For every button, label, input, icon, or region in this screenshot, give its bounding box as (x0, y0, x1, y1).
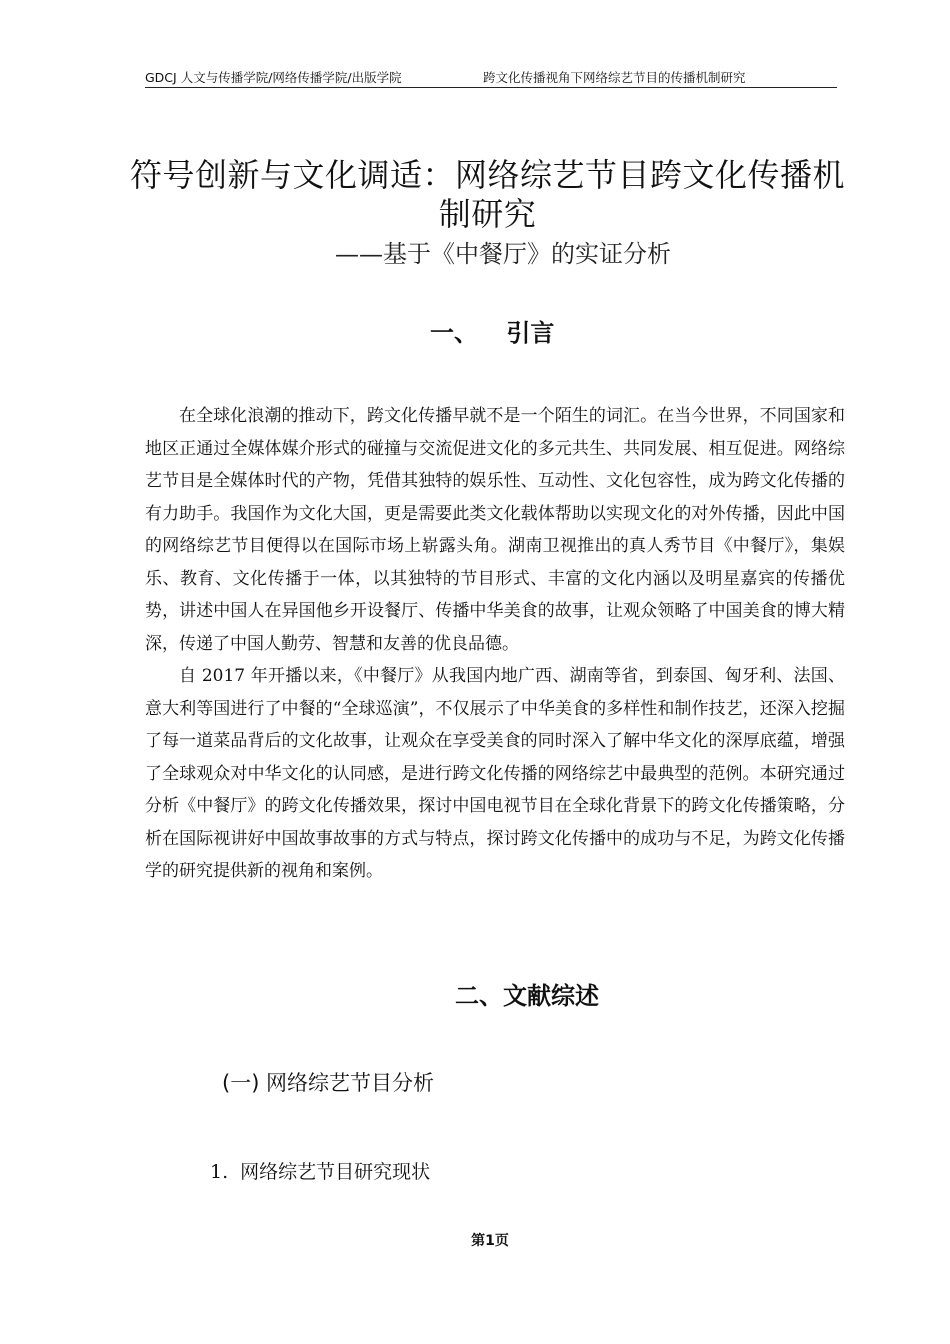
running-header (145, 68, 837, 86)
header-institution: GDCJ 人文与传播学院/网络传播学院/出版学院 (145, 70, 402, 85)
paragraph: 自 2017 年开播以来，《中餐厅》从我国内地广西、湖南等省，到泰国、匈牙利、法国、意大利等国进行了中餐的“全球巡演”，不仅展示了中华美食的多样性和制作技艺，还深入挖掘了每一道菜品背后的文化故事，让观众在享受美食的同时深入了解中华文化的深厚底蕴，增强了全球观众对中华文化的认同感，是进行跨文化传播的网络综艺中最典型的范例。本研究通过分析《中餐厅》的跨文化传播效果，探讨中国电视节目在全球化背景下的跨文化传播策略，分析在国际视讲好中国故事故事的方式与特点，探讨跨文化传播中的成功与不足，为跨文化传播学的研究提供新的视角和案例。 (145, 666, 845, 881)
header-paper-title: 跨文化传播视角下网络综艺节目的传播机制研究 (483, 70, 746, 85)
introduction-body (145, 400, 845, 888)
paper-title: 符号创新与文化调适：网络综艺节目跨文化传播机制研究 (129, 156, 845, 233)
subsubsection-heading (210, 1158, 430, 1186)
subsubsection-title: 网络综艺节目研究现状 (240, 1161, 431, 1183)
section-heading-introduction: 一、 引言 (430, 319, 555, 347)
subsection-heading: (一) 网络综艺节目分析 (222, 1071, 435, 1095)
paper-subtitle: ——基于《中餐厅》的实证分析 (335, 240, 671, 268)
paragraph: 在全球化浪潮的推动下，跨文化传播早就不是一个陌生的词汇。在当今世界，不同国家和地区正通过全媒体媒介形式的碰撞与交流促进文化的多元共生、共同发展、相互促进。网络综艺节目是全媒体时代的产物，凭借其独特的娱乐性、互动性、文化包容性，成为跨文化传播的有力助手。我国作为文化大国，更是需要此类文化载体帮助以实现文化的对外传播，因此中国的网络综艺节目便得以在国际市场上崭露头角。湖南卫视推出的真人秀节目《中餐厅》，集娱乐、教育、文化传播于一体，以其独特的节目形式、丰富的文化内涵以及明星嘉宾的传播优势，讲述中国人在异国他乡开设餐厅、传播中华美食的故事，让观众领略了中国美食的博大精深，传递了中国人勤劳、智慧和友善的优良品德。 (145, 406, 845, 654)
header-divider (145, 87, 837, 88)
subsubsection-number: 1. (210, 1161, 229, 1183)
page-number: 第1页 (471, 1233, 509, 1249)
section-heading-literature-review: 二、文献综述 (455, 982, 599, 1010)
